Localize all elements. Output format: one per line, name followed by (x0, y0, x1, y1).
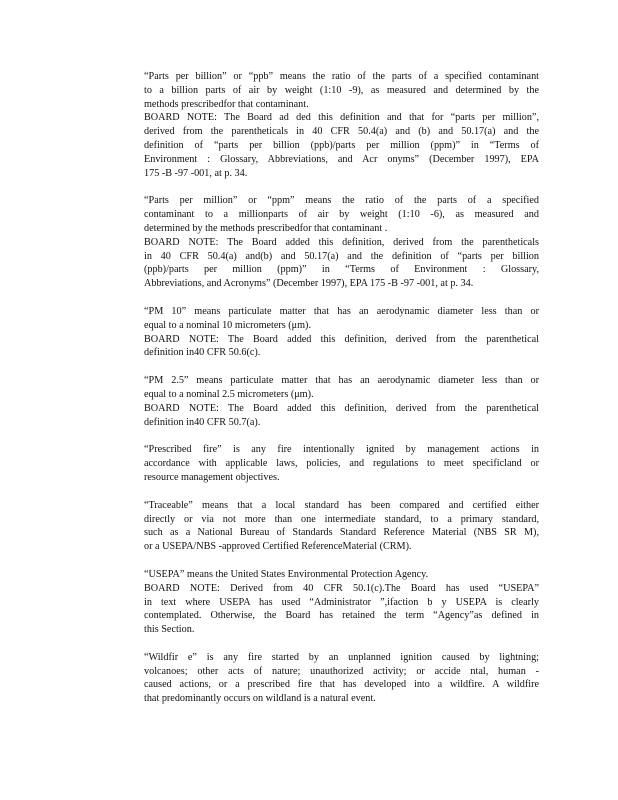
board-note-line: BOARD NOTE: The Board added this definition, derived from the parentheticals (144, 236, 539, 248)
definition-prescribed-fire (144, 443, 539, 484)
text-line: methods prescribedfor that contaminant. (144, 98, 309, 110)
definition-pm10 (144, 305, 539, 360)
text-line: Environment : Glossary, Abbreviations, and Acr onyms” (December 1997), EPA (144, 153, 539, 165)
text-line: equal to a nominal 10 micrometers (μm). (144, 319, 311, 331)
text-line: or a USEPA/NBS -approved Certified ReferenceMaterial (CRM). (144, 541, 412, 553)
text-line: caused actions, or a prescribed fire that has developed into a wildfire. A wildfire (144, 679, 539, 691)
text-line: “PM 2.5” means particulate matter that has an aerodynamic diameter less than or (144, 375, 539, 387)
board-note-line: BOARD NOTE: The Board added this definition, derived from the parenthetical (144, 402, 539, 414)
text-line: derived from the parentheticals in 40 CFR 50.4(a) and (b) and 50.17(a) and the (144, 126, 539, 138)
text-line: Abbreviations, and Acronyms” (December 1997), EPA 175 -B -97 -001, at p. 34. (144, 278, 474, 290)
text-line: definition of “parts per billion (ppb)/parts per million (ppm)” in “Terms of (144, 139, 539, 151)
definition-parts-per-million (144, 194, 539, 291)
text-line: definition in40 CFR 50.7(a). (144, 416, 261, 428)
board-note-line: BOARD NOTE: The Board added this definition, derived from the parenthetical (144, 333, 539, 345)
text-line: (ppb)/parts per million (ppm)” in “Terms of Environment : Glossary, (144, 264, 539, 276)
text-line: “Wildfir e” is any fire started by an unplanned ignition caused by lightning; (144, 651, 539, 663)
text-line: “Parts per million” or “ppm” means the ratio of the parts of a specified (144, 195, 539, 207)
definition-usepa (144, 568, 539, 637)
text-line: directly or via not more than one intermediate standard, to a primary standard, (144, 513, 539, 525)
board-note-line: BOARD NOTE: The Board ad ded this definition and that for “parts per million”, (144, 112, 539, 124)
definition-traceable (144, 499, 539, 554)
text-line: contaminant to a millionparts of air by weight (1:10 -6), as measured and (144, 209, 539, 221)
text-line: in 40 CFR 50.4(a) and(b) and 50.17(a) and the definition of “parts per billion (144, 250, 539, 262)
text-line: 175 -B -97 -001, at p. 34. (144, 167, 248, 179)
text-line: accordance with applicable laws, policies, and regulations to meet specificland or (144, 458, 539, 470)
text-line: contemplated. Otherwise, the Board has retained the term “Agency”as defined in (144, 610, 539, 622)
text-line: “Prescribed fire” is any fire intentionally ignited by management actions in (144, 444, 539, 456)
text-line: determined by the methods prescribedfor that contaminant . (144, 222, 388, 234)
text-line: that predominantly occurs on wildland is a natural event. (144, 693, 376, 705)
definition-pm25 (144, 374, 539, 429)
definition-wildfire (144, 651, 539, 706)
text-line: resource management objectives. (144, 471, 280, 483)
definition-parts-per-billion (144, 70, 539, 180)
text-line: “Traceable” means that a local standard has been compared and certified either (144, 499, 539, 511)
text-line: definition in40 CFR 50.6(c). (144, 347, 261, 359)
text-line: volcanoes; other acts of nature; unauthorized activity; or accide ntal, human - (144, 665, 539, 677)
text-line: to a billion parts of air by weight (1:10 -9), as measured and determined by the (144, 84, 539, 96)
text-line: such as a National Bureau of Standards Standard Reference Material (NBS SR M), (144, 527, 539, 539)
text-line: this Section. (144, 624, 195, 636)
definitions-section (144, 70, 539, 720)
board-note-line: BOARD NOTE: Derived from 40 CFR 50.1(c).The Board has used “USEPA” (144, 582, 539, 594)
text-line: “Parts per billion” or “ppb” means the ratio of the parts of a specified contaminant (144, 71, 539, 82)
text-line: in text where USEPA has used “Administrator ”,ifaction b y USEPA is clearly (144, 596, 539, 608)
text-line: “USEPA” means the United States Environmental Protection Agency. (144, 568, 429, 580)
text-line: equal to a nominal 2.5 micrometers (μm). (144, 388, 314, 400)
text-line: “PM 10” means particulate matter that has an aerodynamic diameter less than or (144, 305, 539, 317)
